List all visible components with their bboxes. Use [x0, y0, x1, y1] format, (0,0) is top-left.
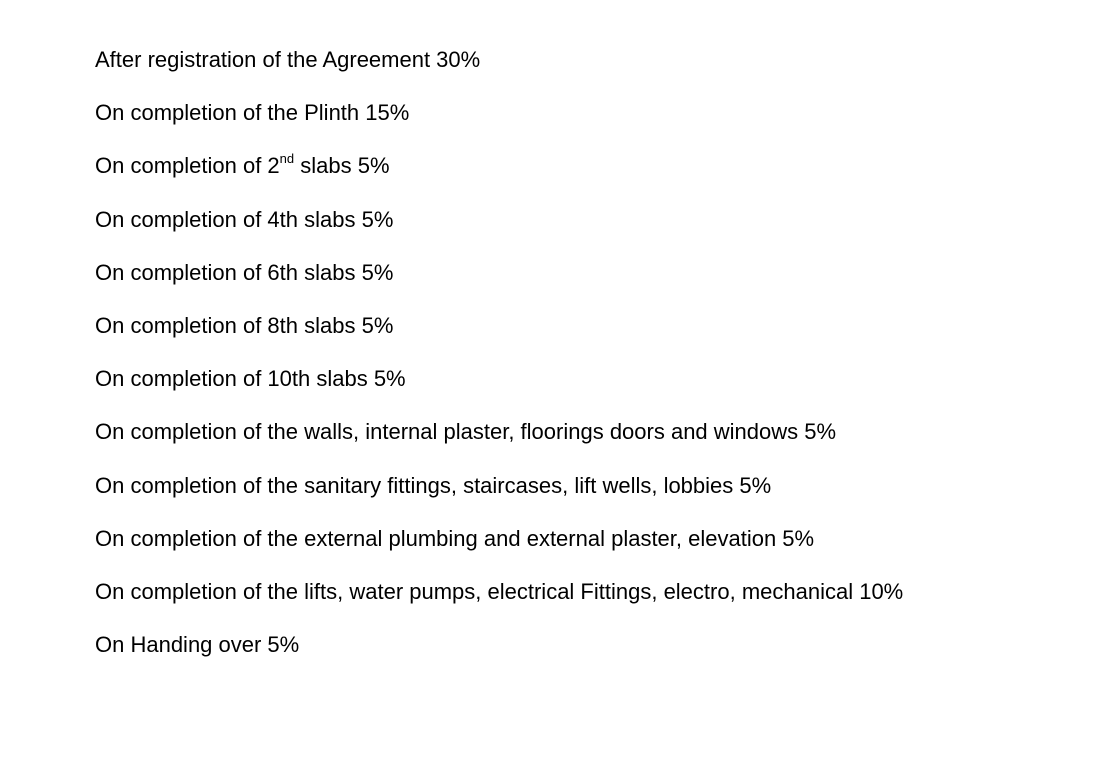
schedule-line-2nd-slabs [95, 149, 1095, 202]
schedule-line-4th-slabs: On completion of 4th slabs 5% [95, 206, 394, 232]
schedule-line-2nd-slabs-post: slabs 5% [294, 153, 390, 179]
schedule-line-sanitary: On completion of the sanitary fittings, staircases, lift wells, lobbies 5% [95, 472, 772, 498]
schedule-line-2nd-slabs-pre: On completion of 2 [95, 153, 280, 179]
schedule-line-agreement: After registration of the Agreement 30% [95, 47, 481, 72]
schedule-line-lifts: On completion of the lifts, water pumps, electrical Fittings, electro, mechanical 10% [95, 578, 904, 604]
schedule-line-10th-slabs: On completion of 10th slabs 5% [95, 366, 406, 392]
schedule-line-8th-slabs: On completion of 8th slabs 5% [95, 312, 394, 338]
schedule-line-walls: On completion of the walls, internal plaster, floorings doors and windows 5% [95, 419, 837, 445]
payment-schedule [95, 43, 1095, 681]
schedule-line-6th-slabs: On completion of 6th slabs 5% [95, 259, 394, 285]
ordinal-superscript: nd [279, 151, 295, 167]
schedule-line-handing-over: On Handing over 5% [95, 632, 300, 658]
schedule-line-external-plumbing: On completion of the external plumbing and external plaster, elevation 5% [95, 525, 815, 551]
schedule-line-plinth: On completion of the Plinth 15% [95, 100, 410, 126]
